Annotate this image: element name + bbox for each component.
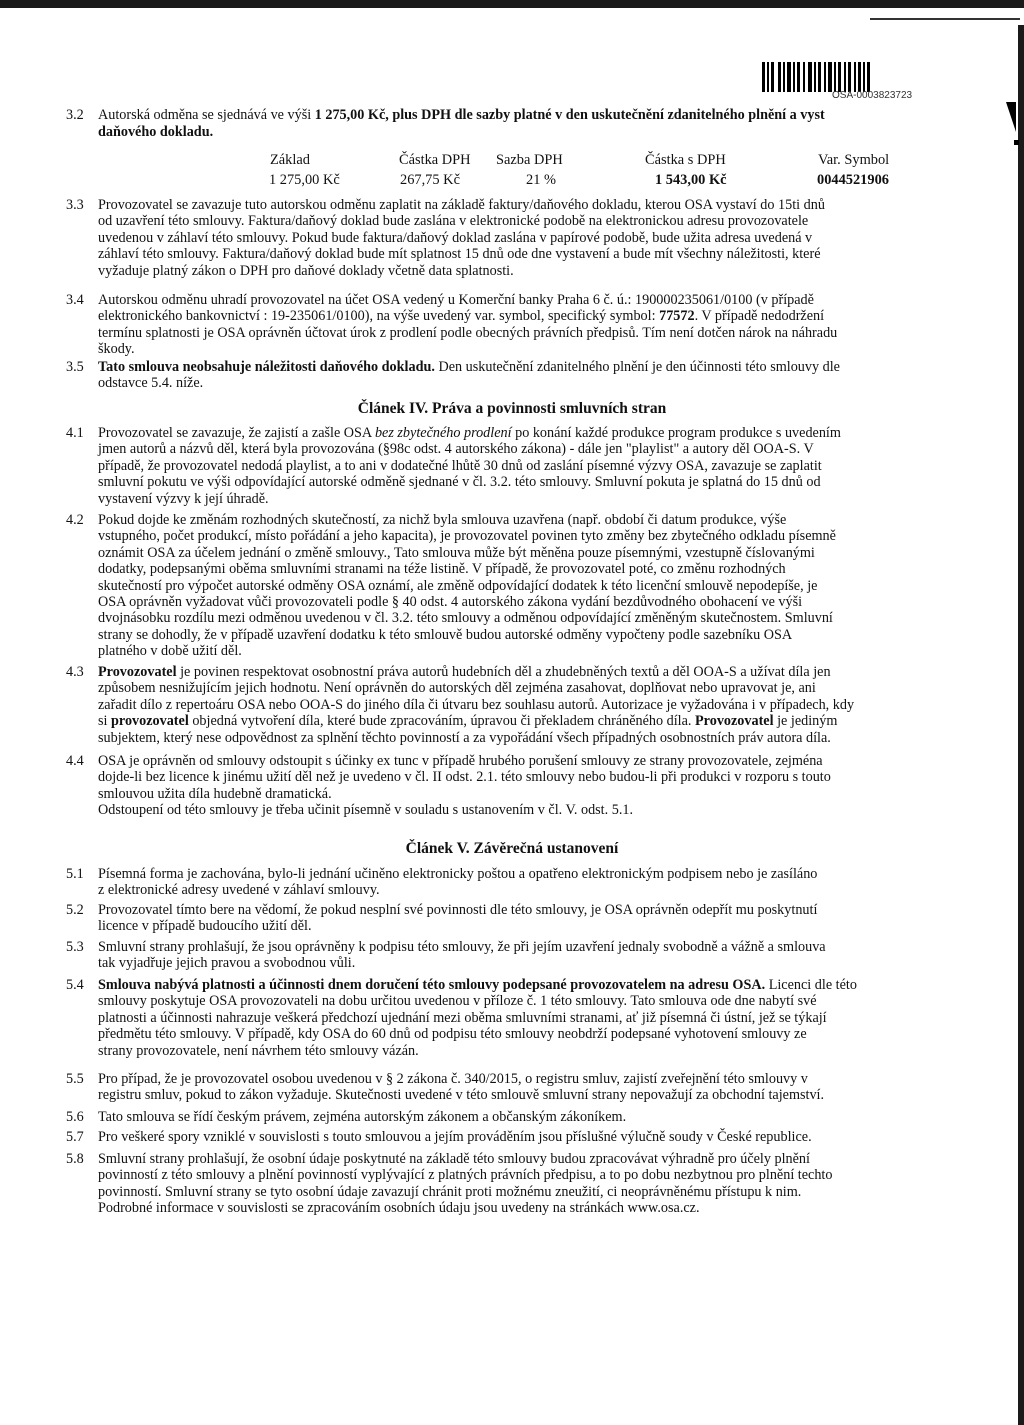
scan-edge-line [870, 18, 1020, 20]
section-4-1: Provozovatel se zavazuje, že zajistí a zašle OSA bez zbytečného prodlení po konání každé produkce program produkce s uvedením jmen autorů a názvů děl, která byla provozována (§98c odst. 4 autorského zákona) - dále jen "playlist" a autory děl OOA-S. V případě, že provozovatel nedodá playlist, a to ani v dodatečné lhůtě 30 dnů od zaslání písemné výzvy OSA, zavazuje se zaplatit smluvní pokutu ve výši odpovídající autorské odměně sjednané v čl. 3.2. této smlouvy. Smluvní pokuta je splatná do 15 dnů od vystavení výzvy k její úhradě. [98, 425, 841, 507]
section-3-4: Autorskou odměnu uhradí provozovatel na účet OSA vedený u Komerční banky Praha 6 č. ú.: 190000235061/0100 (v případě elektronického bankovnictví : 19-235061/0100), na výše uvedený var. symbol, specifický symbol: 77572. V případě nedodržení termínu splatnosti je OSA oprávněn účtovat úrok z prodlení podle obecných právních předpisů. Tím není dotčen nárok na náhradu škody. [98, 292, 838, 358]
section-5-1: Písemná forma je zachována, bylo-li jednání učiněno elektronicky poštou a opatřeno elektronickým podpisem nebo je zasíláno z elektronické adresy uvedené v záhlaví smlouvy. [98, 866, 818, 899]
value-zaklad: 1 275,00 Kč [269, 172, 340, 188]
value-var-symbol: 0044521906 [817, 172, 889, 188]
header-sazba-dph: Sazba DPH [496, 152, 563, 168]
section-5-8-number: 5.8 [66, 1151, 84, 1167]
header-castka-dph: Částka DPH [399, 152, 471, 168]
section-5-4-number: 5.4 [66, 977, 84, 993]
section-5-3-number: 5.3 [66, 939, 84, 955]
section-5-4: Smlouva nabývá platnosti a účinnosti dnem doručení této smlouvy podepsané provozovatelem na adresu OSA. Licenci dle této smlouvy poskytuje OSA provozovateli na dobu určitou uvedenou v příloze č. 1 této smlouvy. Tato smlouva ode dne nabytí své platnosti a účinnosti nahrazuje veškerá předchozí ujednání mezi oběma smluvními stranami, ať již písemná či ústní, jež se týkají předmětu této smlouvy. V případě, kdy OSA do 60 dnů od podpisu této smlouvy neobdrží podepsané vyhotovení smlouvy ze strany provozovatele, není návrhem této smlouvy vázán. [98, 977, 857, 1059]
section-5-7: Pro veškeré spory vzniklé v souvislosti s touto smlouvou a jejím prováděním jsou příslušné výlučně soudy v České republice. [98, 1129, 812, 1145]
section-3-3: Provozovatel se zavazuje tuto autorskou odměnu zaplatit na základě faktury/daňového dokladu, kterou OSA vystaví do 15ti dnů od uzavření této smlouvy. Faktura/daňový doklad bude zaslána v elektronické podobě na elektronickou adresu provozovatele uvedenou v záhlaví této smlouvy. Pokud bude faktura/daňový doklad zaslána v papírové podobě, bude užita adresa uvedená v záhlaví této smlouvy. Faktura/daňový doklad bude mít splatnost 15 dnů ode dne vystavení a bude mít všechny náležitosti, které vyžaduje platný zákon o DPH pro daňové doklady včetně data splatnosti. [98, 197, 825, 279]
section-5-6-number: 5.6 [66, 1109, 84, 1125]
section-3-5-number: 3.5 [66, 359, 84, 375]
section-3-2-number: 3.2 [66, 107, 84, 123]
section-3-4-number: 3.4 [66, 292, 84, 308]
section-4-2-number: 4.2 [66, 512, 84, 528]
section-5-5: Pro případ, že je provozovatel osobou uvedenou v § 2 zákona č. 340/2015, o registru smluv, zajistí zveřejnění této smlouvy v registru smluv, pokud to zákon vyžaduje. Skutečnosti uvedené v této smlouvě smluvní strany nepovažují za obchodní tajemství. [98, 1071, 825, 1104]
section-4-4: OSA je oprávněn od smlouvy odstoupit s účinky ex tunc v případě hrubého porušení smlouvy ze strany provozovatele, zejména dojde-li bez licence k jinému užití děl než je uvedeno v čl. II odst. 2.1. této smlouvy nebo budou-li při produkci v rozporu s touto smlouvou užita díla hudebně dramatická. Odstoupení od této smlouvy je třeba učinit písemně v souladu s ustanovením v čl. V. odst. 5.1. [98, 753, 831, 819]
barcode-text: OSA-0003823723 [832, 90, 913, 101]
value-castka-dph: 267,75 Kč [400, 172, 460, 188]
barcode [762, 62, 874, 92]
section-3-5: Tato smlouva neobsahuje náležitosti daňového dokladu. Den uskutečnění zdanitelného plnění je den účinnosti této smlouvy dle odstavce 5.4. níže. [98, 359, 840, 392]
section-5-8: Smluvní strany prohlašují, že osobní údaje poskytnuté na základě této smlouvy budou zpracovávat výhradně pro účely plnění povinností z této smlouvy a plnění povinností vyplývající z platných právních předpisu, a to po dobu nezbytnou pro plnění techto povinností. Smluvní strany se tyto osobní údaje zavazují chránit proti možnému zneužití, ci neoprávněnému přístupu k nim. Podrobné informace v souvislosti se zpracováním osobních údaju jsou uvedeny na stránkách www.osa.cz. [98, 1151, 833, 1217]
section-3-3-number: 3.3 [66, 197, 84, 213]
section-4-3-number: 4.3 [66, 664, 84, 680]
article-5-title: Článek V. Závěrečná ustanovení [405, 840, 619, 857]
value-castka-s-dph: 1 543,00 Kč [655, 172, 727, 188]
section-5-5-number: 5.5 [66, 1071, 84, 1087]
header-var-symbol: Var. Symbol [818, 152, 890, 168]
section-5-7-number: 5.7 [66, 1129, 84, 1145]
section-3-2-line2: daňového dokladu. [98, 124, 214, 140]
header-zaklad: Základ [270, 152, 310, 168]
section-4-3: Provozovatel je povinen respektovat osobnostní práva autorů hudebních děl a zhudebněných textů a děl OOA-S a užívat díla jen způsobem nesnižujícím jejich hodnotu. Není oprávněn do autorských děl zejména zasahovat, doplňovat nebo upravovat je, ani zařadit dílo z repertoáru OSA nebo OOA-S do jiného díla či útvaru bez souhlasu autorů. Autorizace je vyžadována i v případech, kdy si provozovatel objedná vytvoření díla, které bude zpracováním, úpravou či překladem chráněného díla. Provozovatel je jediným subjektem, který nese odpovědnost za splnění těchto povinností a za vypořádání všech případných osobnostních práv autora díla. [98, 664, 855, 746]
section-3-2: Autorská odměna se sjednává ve výši 1 275,00 Kč, plus DPH dle sazby platné v den uskutečnění zdanitelného plnění a vyst [98, 107, 825, 123]
value-sazba-dph: 21 % [526, 172, 556, 188]
section-5-2-number: 5.2 [66, 902, 84, 918]
header-castka-s-dph: Částka s DPH [645, 152, 726, 168]
section-4-1-number: 4.1 [66, 425, 84, 441]
section-5-1-number: 5.1 [66, 866, 84, 882]
section-4-4-number: 4.4 [66, 753, 84, 769]
scan-edge-right [1018, 25, 1024, 1425]
section-4-2: Pokud dojde ke změnám rozhodných skutečností, za nichž byla smlouva uzavřena (např. období či datum produkce, výše vstupného, počet produkcí, místo pořádání a jeho kapacita), je provozovatel povinen tyto změny bez zbytečného odkladu písemně oznámit OSA za účelem jednání o změně smlouvy., Tato smlouva může být měněna pouze písemnými, vzestupně číslovanými dodatky, podepsanými oběma smluvními stranami na téže listině. V případě, že provozovatel poté, co změnu rozhodných skutečností pro výpočet autorské odměny OSA oznámí, ale změně odpovídající dodatek k této licenční smlouvě nepodepíše, je OSA oprávněn vyžadovat vůči provozovateli podle § 40 odst. 4 autorského zákona vydání bezdůvodného obohacení ve výši dvojnásobku rozdílu mezi odměnou uvedenou v čl. 3.2. této smlouvy a odměnou odpovídající změněným skutečnostem. Smluvní strany se dohodly, že v případě uzavření dodatku k této smlouvě budou autorské odměny vypočteny podle sazebníku OSA platného v době užití děl. [98, 512, 836, 660]
fee-table [0, 152, 1024, 192]
section-5-2: Provozovatel tímto bere na vědomí, že pokud nesplní své povinnosti dle této smlouvy, je OSA oprávněn odepřít mu poskytnutí licence v případě budoucího užití děl. [98, 902, 818, 935]
article-4-title: Článek IV. Práva a povinnosti smluvních stran [357, 400, 667, 417]
scan-edge-top [0, 0, 1024, 8]
section-5-6: Tato smlouva se řídí českým právem, zejména autorským zákonem a občanským zákoníkem. [98, 1109, 627, 1125]
section-5-3: Smluvní strany prohlašují, že jsou oprávněny k podpisu této smlouvy, že při jejím uzavření jednaly svobodně a vážně a smlouva tak vyjadřuje jejich pravou a svobodnou vůli. [98, 939, 826, 972]
scan-dot [1014, 140, 1019, 145]
